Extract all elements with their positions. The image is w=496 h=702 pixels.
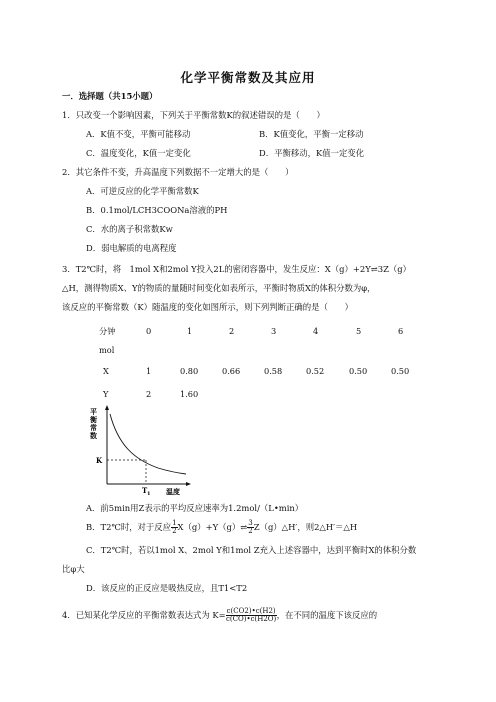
q2-stem: 2．其它条件不变，升高温度下列数据不一定增大的是（ ） <box>62 167 294 177</box>
q3-option-c-line1: C．T2℃时，若以1mol X、2mol Y和1mol Z充入上述容器中，达到平衡时X的体积分数 <box>86 545 417 555</box>
table-time: 4 <box>313 326 319 336</box>
x-axis-arrow <box>186 482 191 486</box>
table-time: 0 <box>146 326 152 336</box>
table-cell: 0.58 <box>264 366 283 376</box>
graph-k-label: K <box>96 456 103 465</box>
q3-option-b-mid1: X（g）+Y（g）⇌ <box>177 522 248 532</box>
section-heading: 一．选择题（共15小题） <box>62 91 158 101</box>
table-cell: 0.50 <box>391 366 410 376</box>
fraction-denominator: 2 <box>248 527 253 535</box>
q3-option-b-mid2: Z（g）△H′，则2△H′＝△H <box>253 522 358 532</box>
q3-option-a: A．前5min用Z表示的平均反应速率为1.2mol/（L•min） <box>86 503 304 513</box>
q3-option-b <box>86 520 357 535</box>
graph-t-label: T <box>142 486 148 495</box>
table-cell: 0.66 <box>222 366 241 376</box>
q4-post: ，在不同的温度下该反应的 <box>276 610 378 620</box>
table-time: 1 <box>187 326 193 336</box>
table-cell: 1 <box>146 366 152 376</box>
q4-expression-fraction <box>226 608 277 623</box>
table-time: 2 <box>229 326 235 336</box>
graph-t-sub: 1 <box>147 491 151 496</box>
table-time: 5 <box>356 326 362 336</box>
q3-line-3: 该反应的平衡常数（K）随温度的变化如图所示，则下列判断正确的是（ ） <box>62 302 354 312</box>
q4-denominator: c(CO)•c(H2O) <box>225 615 277 623</box>
q3-line-2: △H，测得物质X、Y的物质的量随时间变化如表所示，平衡时物质X的体积分数为φ， <box>62 283 376 293</box>
q3-option-b-pre: B．T2℃时，对于反应 <box>86 522 172 532</box>
graph-ylabel-2: 衡 <box>90 415 97 424</box>
k-curve <box>110 414 186 474</box>
q3-option-c-line2: 比φ大 <box>62 564 85 574</box>
k-temperature-graph <box>88 404 198 496</box>
q3-option-d: D．该反应的正反应是吸热反应，且T1<T2 <box>86 583 248 593</box>
graph-ylabel-3: 常 <box>90 423 97 432</box>
graph-ylabel-1: 平 <box>90 407 97 416</box>
graph-xlabel: 温度 <box>166 487 180 496</box>
table-cell: 0.50 <box>349 366 368 376</box>
table-cell: 2 <box>146 389 152 399</box>
q3-line-1: 3．T2℃时，将 1mol X和2mol Y投入2L的密闭容器中，发生反应：X（g）+2Y⇌3Z（g） <box>62 264 412 274</box>
page-title: 化学平衡常数及其应用 <box>180 70 316 85</box>
q4-pre: 4．已知某化学反应的平衡常数表达式为 K= <box>62 610 226 620</box>
q4-numerator: c(CO2)•c(H2) <box>226 607 276 615</box>
table-row-name: X <box>103 366 109 376</box>
table-header-unit: mol <box>99 345 115 355</box>
y-axis-arrow <box>105 405 109 410</box>
q1-option-a: A．K值不变，平衡可能移动 <box>86 129 191 139</box>
q2-option-a: A．可逆反应的化学平衡常数K <box>86 186 199 196</box>
fraction-numerator: 3 <box>248 519 253 527</box>
q2-option-c: C．水的离子积常数Kw <box>86 224 173 234</box>
fraction-denominator: 2 <box>172 527 177 535</box>
q1-stem: 1．只改变一个影响因素，下列关于平衡常数K的叙述错误的是（ ） <box>62 110 325 120</box>
graph-ylabel-4: 数 <box>90 431 97 440</box>
table-cell: 0.52 <box>306 366 325 376</box>
table-row-name: Y <box>103 389 109 399</box>
q1-option-c: C．温度变化，K值一定变化 <box>86 148 191 158</box>
q1-option-b: B．K值变化，平衡一定移动 <box>259 129 364 139</box>
fraction-numerator: 1 <box>172 519 177 527</box>
q1-option-d: D．平衡移动，K值一定变化 <box>259 148 365 158</box>
table-header-label: 分钟 <box>99 326 116 336</box>
q2-option-d: D．弱电解质的电离程度 <box>86 243 177 253</box>
table-cell: 1.60 <box>180 389 199 399</box>
table-time: 3 <box>271 326 277 336</box>
q2-option-b: B．0.1mol/LCH3COONa溶液的PH <box>86 205 228 215</box>
table-cell: 0.80 <box>180 366 199 376</box>
q4-line <box>62 608 377 623</box>
table-time: 6 <box>398 326 404 336</box>
